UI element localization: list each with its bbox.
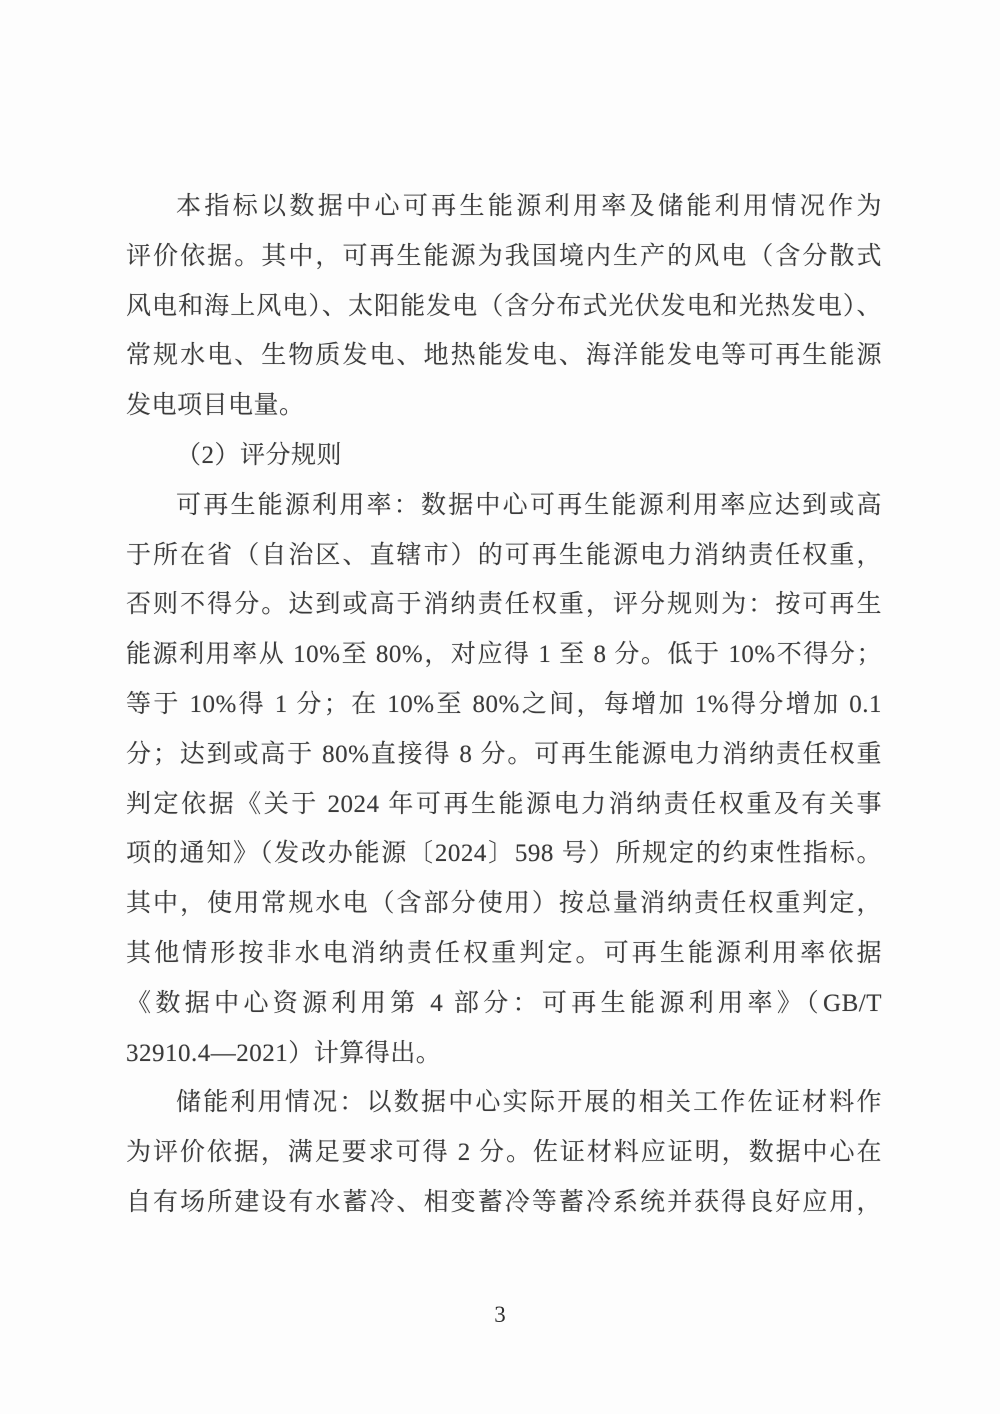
text-line: 为评价依据，满足要求可得 2 分。佐证材料应证明，数据中心在 [126,1139,882,1167]
text-line: 本指标以数据中心可再生能源利用率及储能利用情况作为 [176,193,882,220]
text-line: 《数据中心资源利用第 4 部分：可再生能源利用率》（GB/T [126,989,882,1017]
text-line: 否则不得分。达到或高于消纳责任权重，评分规则为：按可再生 [126,591,882,619]
text-line: 于所在省（自治区、直辖市）的可再生能源电力消纳责任权重， [126,541,882,569]
text-line: 分；达到或高于 80%直接得 8 分。可再生能源电力消纳责任权重 [126,740,882,768]
text-line: 其中，使用常规水电（含部分使用）按总量消纳责任权重判定， [126,890,882,918]
text-line: 评价依据。其中，可再生能源为我国境内生产的风电（含分散式 [126,242,882,270]
text-line: 风电和海上风电）、太阳能发电（含分布式光伏发电和光热发电）、 [126,292,882,320]
text-line: 可再生能源利用率：数据中心可再生能源利用率应达到或高 [176,491,882,519]
text-line: 自有场所建设有水蓄冷、相变蓄冷等蓄冷系统并获得良好应用， [126,1188,882,1216]
body-text [126,182,882,1228]
text-line: 项的通知》（发改办能源〔2024〕598 号）所规定的约束性指标。 [126,840,882,868]
text-line: 判定依据《关于 2024 年可再生能源电力消纳责任权重及有关事 [126,790,882,818]
text-line: 等于 10%得 1 分；在 10%至 80%之间，每增加 1%得分增加 0.1 [126,690,882,718]
text-line: 发电项目电量。 [126,392,305,420]
text-line: 能源利用率从 10%至 80%，对应得 1 至 8 分。低于 10%不得分； [126,641,882,669]
text-line: 储能利用情况：以数据中心实际开展的相关工作佐证材料作 [176,1089,882,1117]
text-line: 其他情形按非水电消纳责任权重判定。可再生能源利用率依据 [126,939,882,967]
text-line: 常规水电、生物质发电、地热能发电、海洋能发电等可再生能源 [126,342,882,370]
page-number: 3 [494,1302,506,1327]
text-line: 32910.4—2021）计算得出。 [126,1039,442,1067]
section-heading: （2）评分规则 [176,441,343,469]
